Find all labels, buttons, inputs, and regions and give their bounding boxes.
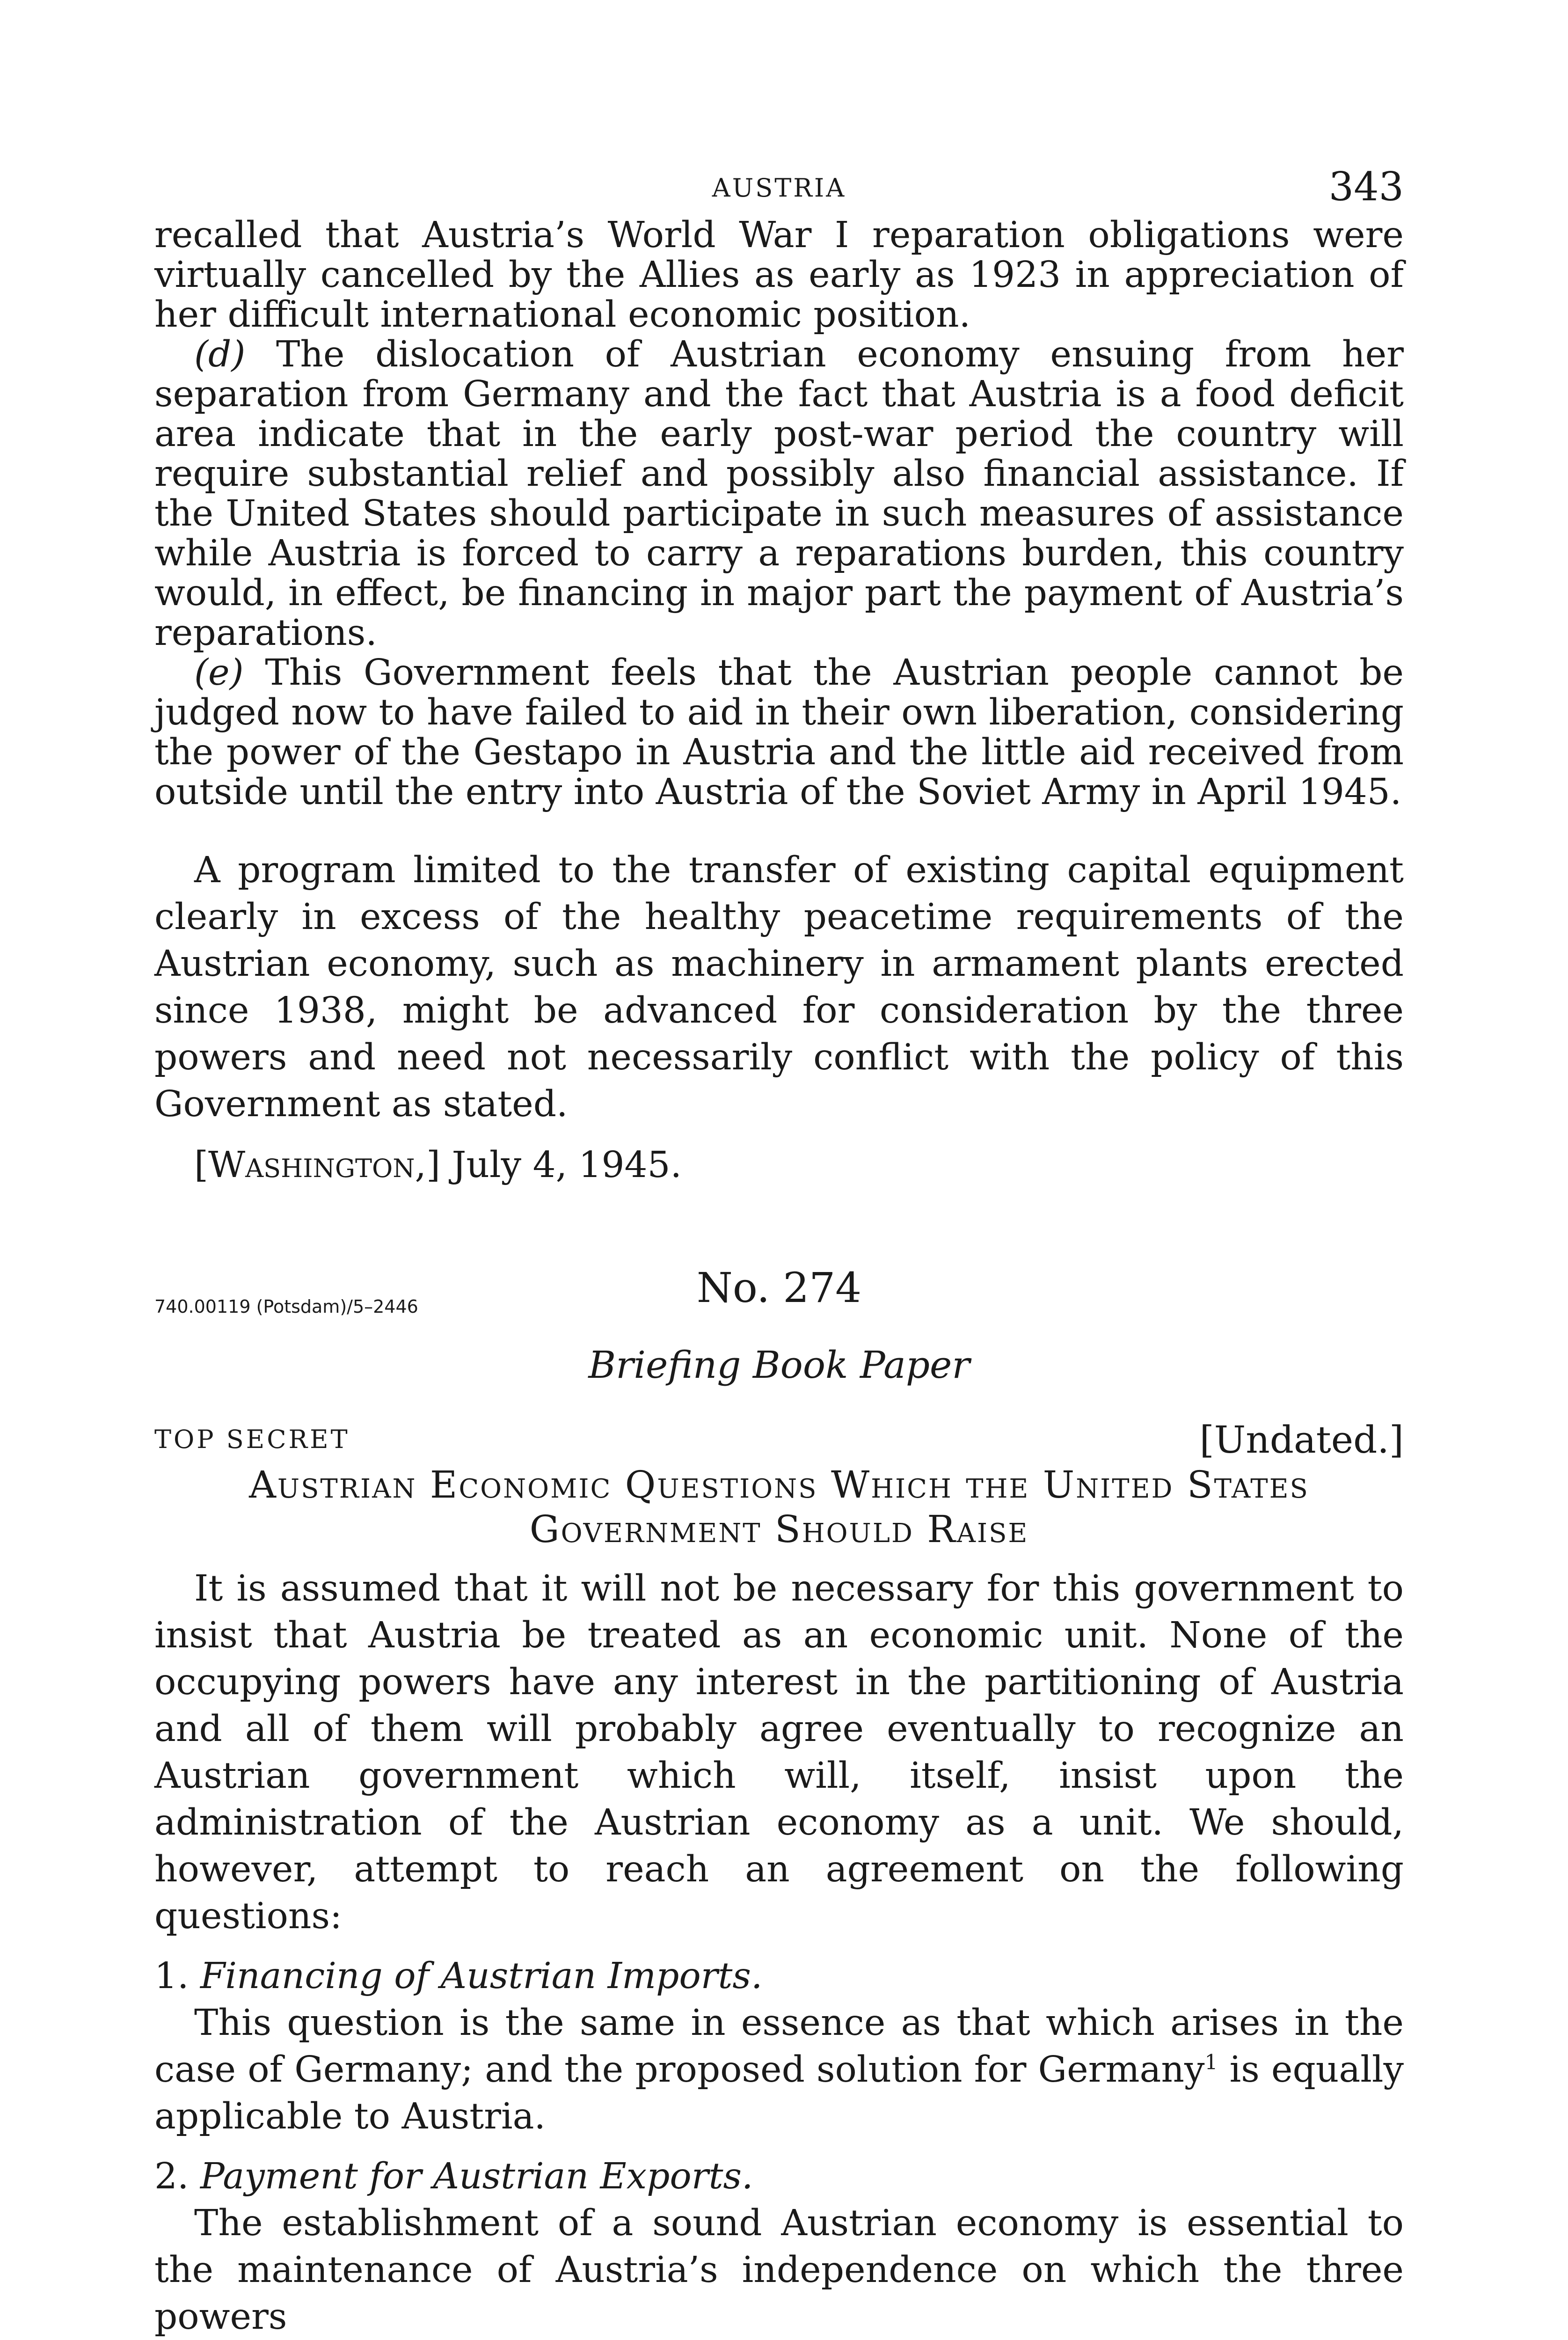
item-2-title: Payment for Austrian Exports. [200,2156,753,2197]
running-title: AUSTRIA [712,173,846,203]
document-date: [Undated.] [1199,1418,1404,1462]
item-2-paragraph: The establishment of a sound Austrian economy is essential to the maintenance of Austria’s independence on which the three powers [154,2202,1404,2338]
dateline [154,1142,1404,1189]
paragraph-d-label: (d) [194,334,246,375]
classification-row [154,1418,1404,1462]
continued-paragraph: recalled that Austria’s World War I reparation obligations were virtually cancelled by the Allies as early as 1923 in appreciation of her difficult international economic position. [154,214,1404,336]
document-header [154,1264,1404,1385]
subject-title-line-1: Austrian Economic Questions Which the United States [249,1463,1309,1506]
paragraph-e-label: (e) [194,652,244,694]
intro-paragraph: It is assumed that it will not be necessary for this government to insist that Austria be treated as an economic unit. None of the occupying powers have any interest in the partitioning of Austria and all of them will probably agree eventually to recognize an Austrian government which will, itself, insist upon the administration of the Austrian economy as a unit. We should, however, attempt to reach an agreement on the following questions: [154,1568,1404,1937]
document-number: No. 274 [696,1264,862,1312]
paragraph-d [154,335,1404,653]
item-1-heading [154,1953,1404,2000]
document-type: Briefing Book Paper [588,1343,970,1387]
item-1-text-before: This question is the same in essence as that which arises in the case of Germany; and the proposed solution for Germany [154,2002,1404,2091]
item-1-text-after: is equally applicable to Austria. [154,2049,1404,2137]
classification: TOP SECRET [154,1425,350,1454]
item-1-paragraph [154,2000,1404,2140]
dateline-date: July 4, 1945. [452,1144,682,1186]
subject-title [154,1462,1404,1551]
page-number: 343 [1328,164,1404,210]
item-1-title: Financing of Austrian Imports. [200,1955,763,1997]
paragraph-e-text: This Government feels that the Austrian people cannot be judged now to have failed to aid in their own liberation, considering the power of the Gestapo in Austria and the little aid received from outside until the entry into Austria of the Soviet Army in April 1945. [154,652,1404,813]
item-2-heading [154,2153,1404,2200]
file-code: 740.00119 (Potsdam)/5–2446 [154,1296,418,1317]
dateline-place: [Washington,] [194,1144,441,1186]
subject-title-line-2: Government Should Raise [529,1507,1029,1551]
paragraph-e [154,653,1404,812]
item-2-number: 2. [154,2156,189,2197]
item-1-number: 1. [154,1955,189,1997]
footnote-reference: 1 [1204,2050,1218,2075]
paragraph-d-text: The dislocation of Austrian economy ensuing from her separation from Germany and the fact that Austria is a food deficit area indicate that in the early post-war period the country will require substantial relief and possibly also financial assistance. If the United States should participate in such measures of assistance while Austria is forced to carry a reparations burden, this country would, in effect, be financing in major part the payment of Austria’s reparations. [154,334,1404,654]
document-page [154,164,1404,2340]
running-head [154,164,1404,215]
program-paragraph: A program limited to the transfer of existing capital equipment clearly in excess of the healthy peacetime requirements of the Austrian economy, such as machinery in armament plants erected since 1938, might be advanced for consideration by the three powers and need not necessarily conflict with the policy of this Government as stated. [154,849,1404,1125]
